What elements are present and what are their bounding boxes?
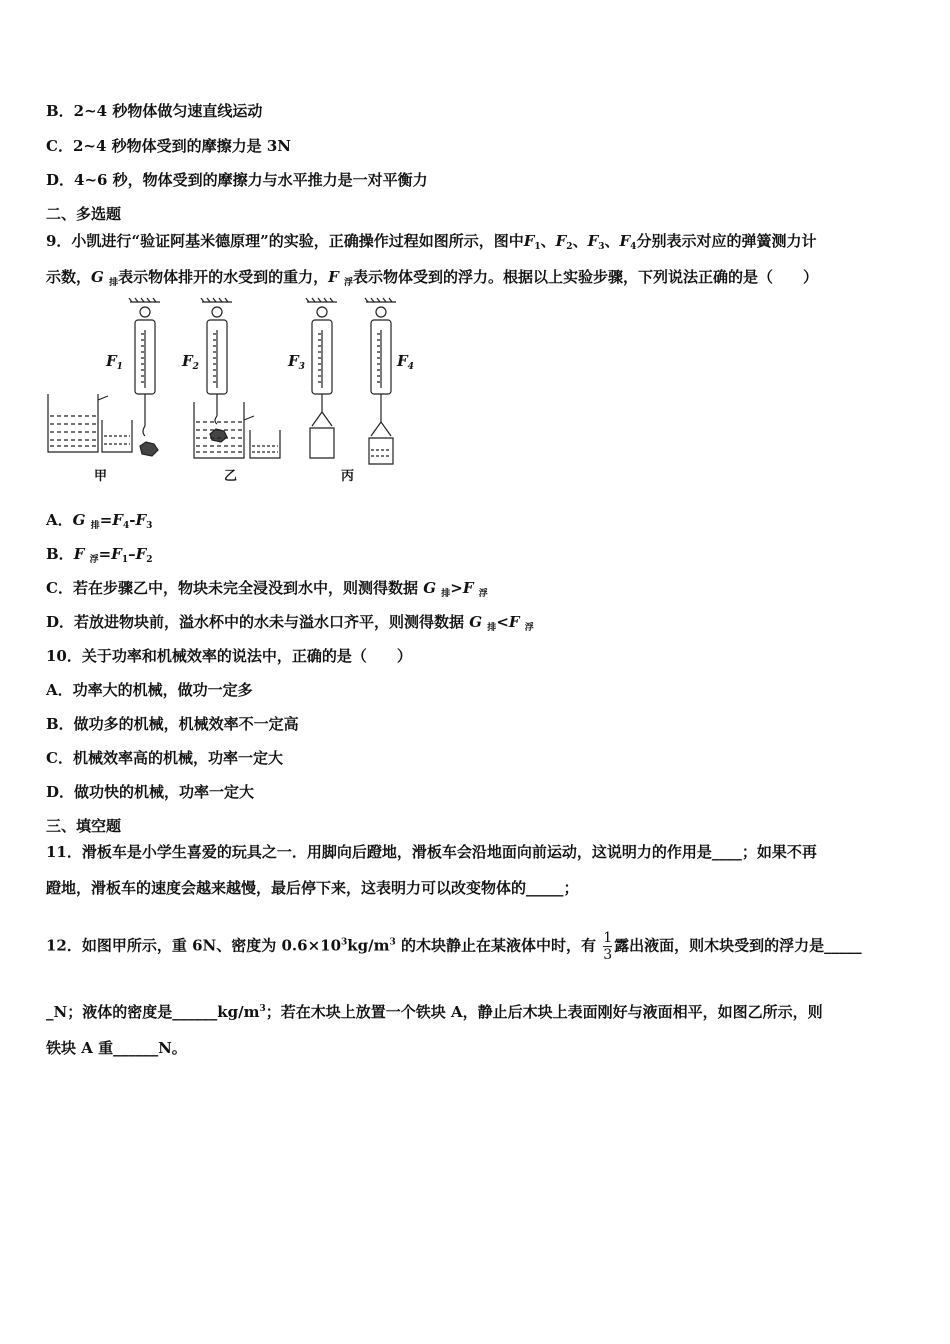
q10-option-b: B．做功多的机械，机械效率不一定高 [46, 715, 299, 733]
q9-figure [44, 296, 424, 496]
spring-scale-f2 [201, 298, 232, 442]
q10-option-a: A．功率大的机械，做功一定多 [46, 681, 253, 699]
label-f3: $F_3$ [288, 352, 305, 372]
q9-stem-line1: 9．小凯进行“验证阿基米德原理”的实验，正确操作过程如图所示，图中$F_1$、$F_2$、$F_3$、$F_4$分别表示对应的弹簧测力计 [46, 232, 817, 252]
label-f1: $F_1$ [106, 352, 123, 372]
caption-bing: 丙 [341, 469, 355, 484]
q10-stem: 10．关于功率和机械效率的说法中，正确的是（ ） [46, 647, 412, 665]
spring-scale-f3 [306, 298, 337, 458]
fraction-one-third: $\frac{1}{3}$ [603, 930, 613, 963]
label-f4: $F_4$ [397, 352, 414, 372]
q11-line2: 蹬地，滑板车的速度会越来越慢，最后停下来，这表明力可以改变物体的_____； [46, 879, 579, 897]
q9-option-d: D．若放进物块前，溢水杯中的水未与溢水口齐平，则测得数据 G $_排$<F $_浮$ [46, 613, 534, 633]
q12-line3: 铁块 A 重______N。 [46, 1039, 187, 1057]
section-multi-choice: 二、多选题 [46, 205, 122, 223]
q8-option-d: D．4~6 秒，物体受到的摩擦力与水平推力是一对平衡力 [46, 171, 428, 189]
q9-option-c: C．若在步骤乙中，物块未完全浸没到水中，则测得数据 G $_排$>F $_浮$ [46, 579, 488, 599]
caption-jia: 甲 [94, 469, 108, 484]
q8-option-b: B．2~4 秒物体做匀速直线运动 [46, 102, 263, 120]
q12-line1: 12．如图甲所示，重 6N、密度为 $0.6\times 10^3kg/m^3$ 的木块静止在某液体中时，有 $\frac{1}{3}$ 露出液面，则木块受到的浮力是_____ [46, 930, 862, 963]
caption-yi: 乙 [224, 469, 238, 484]
q9-option-a: A．G $_排=F_4-F_3$ [46, 511, 153, 531]
section-fill-in: 三、填空题 [46, 817, 122, 835]
q10-option-c: C．机械效率高的机械，功率一定大 [46, 749, 283, 767]
q11-line1: 11．滑板车是小学生喜爱的玩具之一．用脚向后蹬地，滑板车会沿地面向前运动，这说明力的作用是____；如果不再 [46, 843, 817, 861]
q10-option-d: D．做功快的机械，功率一定大 [46, 783, 255, 801]
label-f2: $F_2$ [182, 352, 199, 372]
spring-scale-f1 [129, 298, 160, 456]
overflow-cup-b [194, 402, 280, 458]
q8-option-c: C．2~4 秒物体受到的摩擦力是 3N [46, 137, 291, 155]
q9-option-b: B．F $_浮=F_1-F_2$ [46, 545, 153, 565]
q12-line2: _N；液体的密度是$\_\_\_\_\_\_kg/m^3$；若在木块上放置一个铁块 A，静止后木块上表面刚好与液面相平，如图乙所示，则 [46, 1003, 823, 1021]
q9-stem-line2: 示数，G $_排$表示物体排开的水受到的重力，F $_浮$表示物体受到的浮力。根据以上实验步骤，下列说法正确的是（ ） [46, 268, 819, 288]
spring-scale-f4 [365, 298, 396, 464]
overflow-cup-a [48, 394, 132, 452]
